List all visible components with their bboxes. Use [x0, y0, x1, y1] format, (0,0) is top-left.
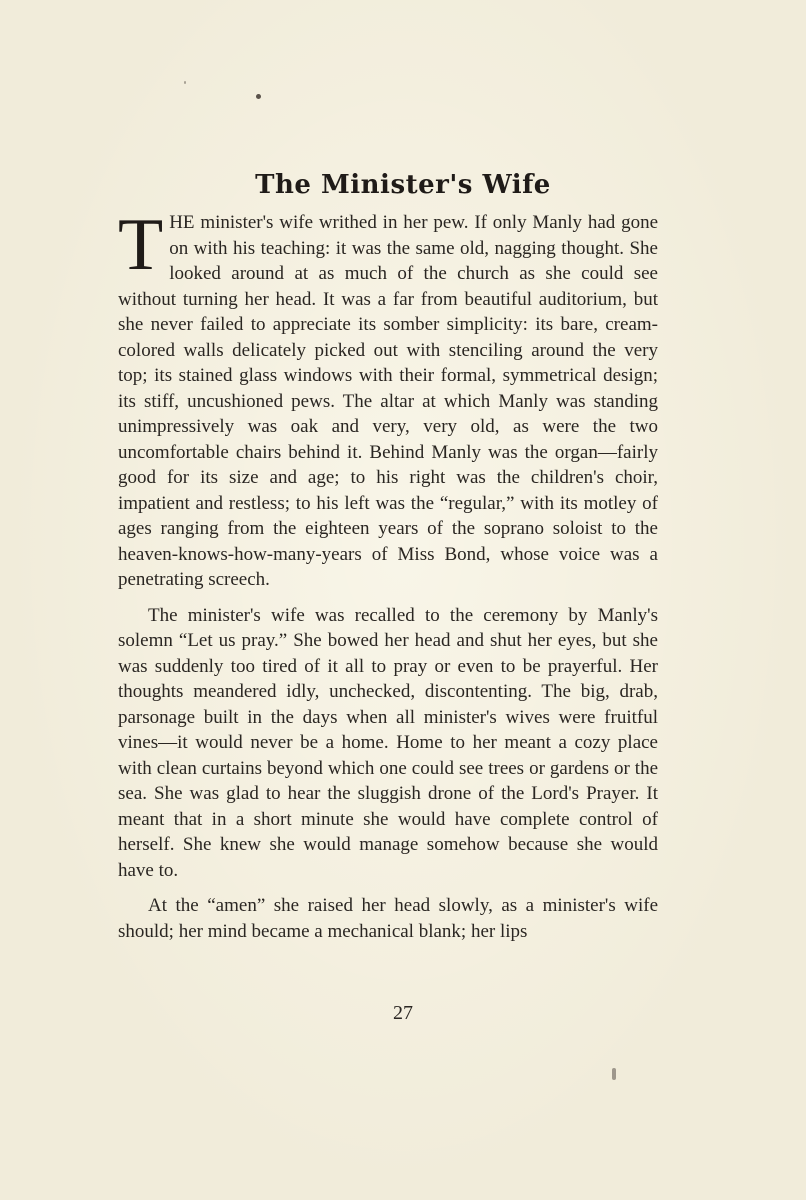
drop-cap: T	[118, 204, 164, 286]
body-text	[118, 204, 658, 954]
paragraph-text: HE minister's wife writhed in her pew. If only Manly had gone on with his teaching: it was the same old, nagging thought. She looked around at as much of the church as she could see without turning her head. It was a far from beautiful auditorium, but she never failed to appreciate its somber simplicity: its bare, cream-colored walls delicately picked out with stenciling around the very top; its stained glass windows with their formal, symmetrical design; its stiff, uncushioned pews. The altar at which Manly was standing unimpressively was oak and very, very old, as were the two uncomfortable chairs behind it. Behind Manly was the organ—fairly good for its size and age; to his right was the children's choir, impatient and restless; to his left was the “regular,” with its motley of ages ranging from the eighteen years of the soprano soloist to the heaven-knows-how-many-years of Miss Bond, whose voice was a penetrating screech.	[118, 212, 658, 590]
ink-speck	[184, 81, 186, 84]
page-title: The Minister's Wife	[255, 170, 551, 200]
ink-speck	[256, 94, 261, 99]
paragraph	[118, 204, 658, 593]
paragraph: At the “amen” she raised her head slowly, as a minister's wife should; her mind became a mechanical blank; her lips	[118, 895, 658, 942]
ink-speck	[612, 1068, 616, 1080]
page-number: 27	[393, 1002, 413, 1024]
paragraph: The minister's wife was recalled to the ceremony by Manly's solemn “Let us pray.” She bowed her head and shut her eyes, but she was suddenly too tired of it all to pray or even to be prayerful. Her thoughts meandered idly, unchecked, discontenting. The big, drab, parsonage built in the days when all minister's wives were fruitful vines—it would never be a home. Home to her meant a cozy place with clean curtains beyond which one could see trees or gardens or the sea. She was glad to hear the sluggish drone of the Lord's Prayer. It meant that in a short minute she would have complete control of herself. She knew she would manage somehow because she would have to.	[118, 604, 658, 881]
